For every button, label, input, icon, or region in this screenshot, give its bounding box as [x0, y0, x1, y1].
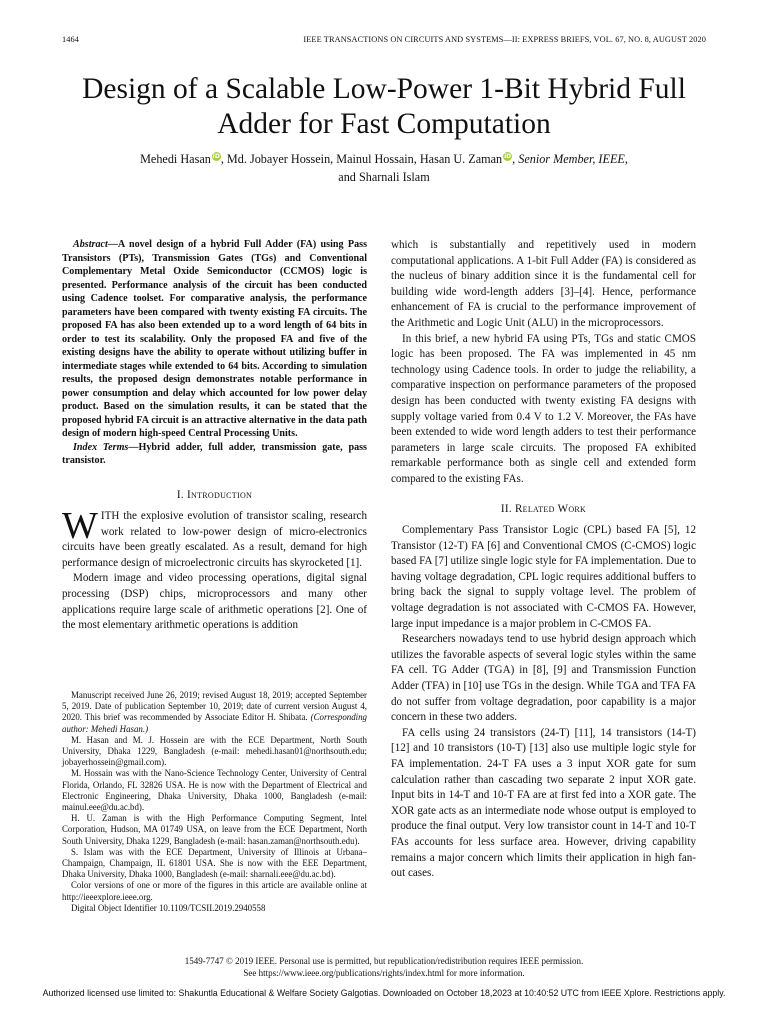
index-terms	[62, 441, 367, 468]
intro-paragraph-3: which is substantially and repetitively used in modern computational applications. A 1-bit Full Adder (FA) is considered as the nucleus of binary addition since it is the fundamental cell for building wide word-length adders [3]–[4]. Hence, performance enhancement of FA is crucial to the performance improvement of the Arithmetic and Logic Unit (ALU) in the microprocessors.	[391, 239, 696, 329]
intro-paragraph-2: Modern image and video processing operations, digital signal processing (DSP) chips, microprocessors and many other applications require large scale of arithmetic operations [2]. One of the most elementary arithmetic operations is addition	[62, 572, 367, 632]
title-line-1: Design of a Scalable Low-Power 1-Bit Hybrid Full	[82, 73, 686, 105]
index-terms-text: —Hybrid adder, full adder, transmission gate, pass transistor.	[62, 441, 367, 466]
author-names: , Md. Jobayer Hossein, Mainul Hossain, Hasan U. Zaman	[220, 152, 503, 166]
corresponding-author: (Corresponding author: Mehedi Hasan.)	[62, 712, 367, 734]
related-paragraph-2: Researchers nowadays tend to use hybrid design approach which utilizes the favorable aspects of several logic styles within the same FA cell. TG Adder (TGA) in [8], [9] and Transmission Function Adder (TFA) in [10] use TGs in the design. While TGA and TFA FA do not suffer from voltage degradation, poor capability is a major concern in these two adders.	[391, 633, 696, 724]
footnotes	[62, 690, 367, 914]
intro-paragraph-4: In this brief, a new hybrid FA using PTs, TGs and static CMOS logic has been proposed. The FA was implemented in 45 nm technology using Cadence tools. In order to judge the reliability, a comparative inspection on performance parameters of the proposed design has been conducted with twenty existing FA designs with supply voltage varied from 0.4 V to 1.2 V. Moreover, the FAs have been extended to wide word length adders to test their performance parameters in large scale circuits. The proposed FA exhibited remarkable performance both as single cell and extended form compared to the existing FAs.	[391, 332, 696, 485]
right-column	[391, 238, 696, 882]
author-line-2: and Sharnali Islam	[338, 170, 430, 184]
footnote-color: Color versions of one or more of the figures in this article are available online at http://ieeexplore.ieee.org.	[62, 880, 367, 902]
orcid-icon[interactable]: iD	[504, 152, 512, 160]
related-paragraph-1: Complementary Pass Transistor Logic (CPL) based FA [5], 12 Transistor (12-T) FA [6] and Conventional CMOS (C-CMOS) logic based FA [7] utilize single logic style for FA implementation. Due to having voltage degradation, CPL logic requires additional buffers to bring back the signal to supply voltage level. The problem of voltage degradation is not associated with C-CMOS FA. However, large input impedance is a major problem in C-CMOS FA.	[391, 524, 696, 630]
paper-title	[0, 72, 768, 142]
copyright-line-2: See https://www.ieee.org/publications/rights/index.html for more information.	[243, 967, 525, 978]
title-line-2: Adder for Fast Computation	[217, 108, 551, 140]
author-separator: ,	[512, 152, 516, 166]
footnote-affiliation: M. Hossain was with the Nano-Science Technology Center, University of Central Florida, Orlando, FL 32826 USA. He is now with the Department of Electrical and Electronic Engineering, Dhaka University, Dhaka 1000, Bangladesh (e-mail: mainul.eee@du.ac.bd).	[62, 768, 367, 813]
copyright-notice	[0, 956, 768, 979]
copyright-line-1: 1549-7747 © 2019 IEEE. Personal use is permitted, but republication/redistribution requires IEEE permission.	[184, 956, 584, 966]
abstract-text: —A novel design of a hybrid Full Adder (FA) using Pass Transistors (PTs), Transmission Gates (TGs) and Conventional Complementary Metal Oxide Semiconductor (CCMOS) logic is presented. Performance analysis of the circuit has been conducted using Cadence toolset. For comparative analysis, the performance parameters have been compared with twenty existing FA circuits. The proposed FA has also been extended up to a word length of 64 bits in order to test its scalability. Only the proposed FA and five of the existing designs have the ability to operate without utilizing buffer in intermediate stages while extended to 64 bits. According to simulation results, the proposed design demonstrates notable performance in power consumption and delay which accounted for low power delay product. Based on the simulation results, it can be stated that the proposed hybrid FA circuit is an attractive alternative in the data path design of modern high-speed Central Processing Units.	[62, 239, 367, 439]
footnote-affiliation: S. Islam was with the ECE Department, University of Illinois at Urbana–Champaign, Champaign, IL 61801 USA. She is now with the EEE Department, Dhaka University, Dhaka 1000, Bangladesh (e-mail: sharnali.eee@du.ac.bd).	[62, 846, 367, 880]
section-title: Related Work	[514, 502, 587, 515]
section-heading-related-work	[391, 502, 696, 518]
related-paragraph-3: FA cells using 24 transistors (24-T) [11], 14 transistors (14-T) [12] and 10 transistors (10-T) [13] also use multiple logic style for FA implementation. 24-T FA uses a 3 input XOR gate for sum calculation rather than cascading two separate 2 input XOR gate. Input bits in 14-T and 10-T FA are at first fed into a XOR gate. The XOR gate acts as an intermediate node whose output is employed to produce the final output. Very low transistor count in 14-T and 10-T FAs accounts for less surface area. However, driving capability remains a major concern which limits their application in high fan-out cases.	[391, 726, 696, 880]
authorized-use-banner: Authorized licensed use limited to: Shakuntla Educational & Welfare Society Galgotias. Downloaded on October 18,2023 at 10:40:52 UTC from IEEE Xplore. Restrictions apply.	[42, 988, 726, 998]
section-number: I.	[176, 488, 184, 501]
author-name: Mehedi Hasan	[140, 152, 211, 166]
footnote-affiliation: M. Hasan and M. J. Hossein are with the ECE Department, North South University, Dhaka 1229, Bangladesh (e-mail: mehedi.hasan01@northsouth.edu; jobayerhossein@gmail.com).	[62, 734, 367, 768]
author-list	[0, 150, 768, 186]
section-number: II.	[500, 502, 512, 515]
index-terms-label: Index Terms	[73, 441, 129, 453]
drop-cap: W	[62, 505, 98, 548]
left-column	[62, 238, 367, 634]
senior-member-label: Senior Member, IEEE	[518, 152, 625, 166]
footnote-manuscript-text: Manuscript received June 26, 2019; revised August 18, 2019; accepted September 5, 2019. Date of publication September 10, 2019; date of current version August 4, 2020. This brief was recommended by Associate Editor H. Shibata.	[62, 690, 367, 723]
footnote-manuscript	[62, 690, 367, 735]
journal-header: IEEE TRANSACTIONS ON CIRCUITS AND SYSTEMS—II: EXPRESS BRIEFS, VOL. 67, NO. 8, AUGUST 2020	[303, 35, 706, 44]
intro-paragraph-1	[62, 505, 367, 571]
page-number: 1464	[62, 35, 79, 44]
abstract	[62, 238, 367, 441]
abstract-label: Abstract	[73, 239, 108, 250]
orcid-icon[interactable]: iD	[212, 152, 220, 160]
footnote-doi: Digital Object Identifier 10.1109/TCSII.2019.2940558	[71, 902, 266, 913]
author-line-1: Mehedi Hasan iD, Md. Jobayer Hossein, Mainul Hossain, Hasan U. Zaman iD, Senior Member, IEEE,	[140, 152, 628, 166]
intro-p1-text: ITH the explosive evolution of transistor scaling, research work related to low-power design of micro-electronics circuits have been greatly escalated. As a result, demand for high performance design of microelectronic circuits has skyrocketed [1].	[62, 510, 367, 569]
section-heading-introduction	[62, 488, 367, 504]
section-title: Introduction	[187, 488, 253, 501]
footnote-affiliation: H. U. Zaman is with the High Performance Computing Segment, Intel Corporation, Hudson, MA 01749 USA, on leave from the ECE Department, North South University, Dhaka 1229, Bangladesh (e-mail: hasan.zaman@northsouth.edu).	[62, 813, 367, 846]
